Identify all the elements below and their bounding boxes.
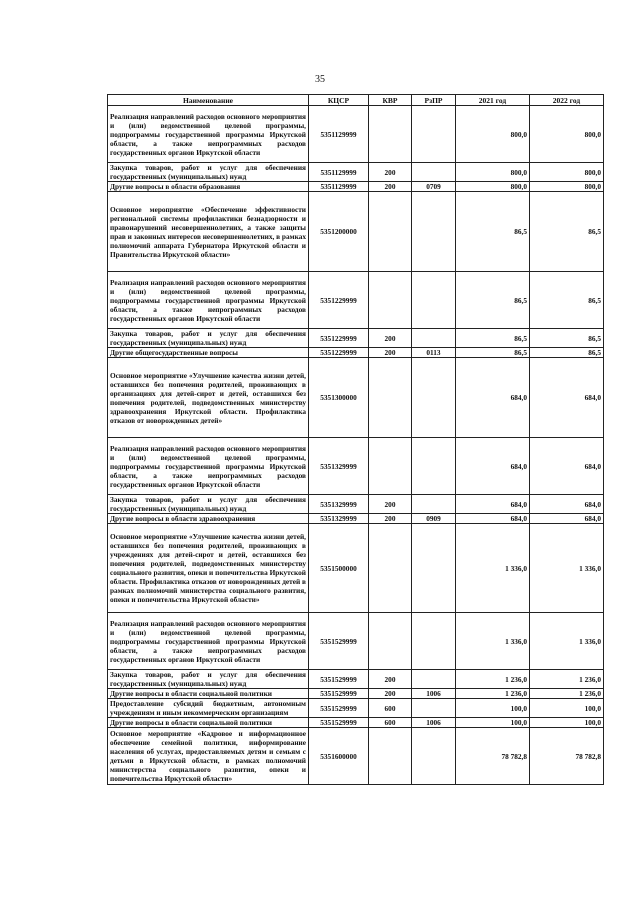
row-kcsr: 5351529999 bbox=[309, 718, 369, 728]
row-amount-2022: 86,5 bbox=[530, 272, 604, 329]
row-amount-2021: 684,0 bbox=[456, 495, 530, 514]
row-amount-2022: 800,0 bbox=[530, 106, 604, 163]
table-header-row bbox=[108, 95, 604, 106]
row-amount-2022: 1 336,0 bbox=[530, 613, 604, 670]
row-name: Реализация направлений расходов основного мероприятия и (или) ведомственной целевой программы, подпрограммы государственной программы Иркутской области, а также непрограммных расходов государственных органов Иркутской области bbox=[108, 106, 309, 163]
row-kcsr: 5351329999 bbox=[309, 495, 369, 514]
row-rzpr bbox=[412, 613, 456, 670]
row-rzpr bbox=[412, 524, 456, 613]
row-amount-2021: 800,0 bbox=[456, 106, 530, 163]
row-amount-2021: 100,0 bbox=[456, 699, 530, 718]
row-rzpr: 1006 bbox=[412, 718, 456, 728]
header-kcsr: КЦСР bbox=[309, 95, 369, 106]
row-name: Другие вопросы в области социальной политики bbox=[108, 689, 309, 699]
row-amount-2022: 684,0 bbox=[530, 514, 604, 524]
row-rzpr bbox=[412, 358, 456, 438]
row-amount-2022: 86,5 bbox=[530, 348, 604, 358]
row-kvr: 200 bbox=[369, 495, 412, 514]
row-kvr bbox=[369, 613, 412, 670]
row-kvr: 200 bbox=[369, 689, 412, 699]
row-rzpr: 0113 bbox=[412, 348, 456, 358]
table-row bbox=[108, 524, 604, 613]
table-row bbox=[108, 495, 604, 514]
row-kvr bbox=[369, 438, 412, 495]
row-amount-2021: 684,0 bbox=[456, 438, 530, 495]
row-rzpr bbox=[412, 699, 456, 718]
row-rzpr bbox=[412, 329, 456, 348]
row-rzpr: 0909 bbox=[412, 514, 456, 524]
header-kvr: КВР bbox=[369, 95, 412, 106]
row-kvr: 200 bbox=[369, 514, 412, 524]
row-rzpr bbox=[412, 163, 456, 182]
table-row bbox=[108, 182, 604, 192]
row-kvr: 200 bbox=[369, 329, 412, 348]
row-kvr bbox=[369, 728, 412, 785]
table-row bbox=[108, 699, 604, 718]
row-kcsr: 5351529999 bbox=[309, 670, 369, 689]
header-rzpr: РзПР bbox=[412, 95, 456, 106]
row-name: Реализация направлений расходов основного мероприятия и (или) ведомственной целевой программы, подпрограммы государственной программы Иркутской области, а также непрограммных расходов государственных органов Иркутской области bbox=[108, 613, 309, 670]
table-row bbox=[108, 192, 604, 272]
row-amount-2022: 86,5 bbox=[530, 329, 604, 348]
row-amount-2022: 1 236,0 bbox=[530, 670, 604, 689]
row-rzpr: 0709 bbox=[412, 182, 456, 192]
row-name: Закупка товаров, работ и услуг для обеспечения государственных (муниципальных) нужд bbox=[108, 495, 309, 514]
row-amount-2021: 1 236,0 bbox=[456, 689, 530, 699]
row-kvr: 200 bbox=[369, 348, 412, 358]
row-kcsr: 5351129999 bbox=[309, 106, 369, 163]
row-kcsr: 5351329999 bbox=[309, 438, 369, 495]
row-rzpr: 1006 bbox=[412, 689, 456, 699]
row-kcsr: 5351200000 bbox=[309, 192, 369, 272]
row-amount-2021: 86,5 bbox=[456, 348, 530, 358]
row-amount-2022: 78 782,8 bbox=[530, 728, 604, 785]
row-kcsr: 5351529999 bbox=[309, 699, 369, 718]
row-kcsr: 5351329999 bbox=[309, 514, 369, 524]
row-amount-2021: 1 236,0 bbox=[456, 670, 530, 689]
row-amount-2022: 1 336,0 bbox=[530, 524, 604, 613]
row-kvr: 200 bbox=[369, 182, 412, 192]
row-kcsr: 5351229999 bbox=[309, 329, 369, 348]
table-row bbox=[108, 272, 604, 329]
row-kcsr: 5351129999 bbox=[309, 182, 369, 192]
row-amount-2022: 684,0 bbox=[530, 495, 604, 514]
header-year-2022: 2022 год bbox=[530, 95, 604, 106]
row-name: Основное мероприятие «Улучшение качества жизни детей, оставшихся без попечения родителей, проживающих в организациях для детей-сирот и детей, оставшихся без попечения родителей, подведомственных министерству здравоохранения Иркутской области. Профилактика отказов от новорожденных детей» bbox=[108, 358, 309, 438]
row-name: Основное мероприятие «Улучшение качества жизни детей, оставшихся без попечения родителей, проживающих в учреждениях для детей-сирот и детей, оставшихся без попечения родителей, подведомственных министерству социального развития, опеки и попечительства Иркутской области. Профилактика отказов от новорожденных детей в рамках полномочий министерства социального развития, опеки и попечительства Иркутской области» bbox=[108, 524, 309, 613]
table-row bbox=[108, 329, 604, 348]
row-kcsr: 5351129999 bbox=[309, 163, 369, 182]
table-row bbox=[108, 613, 604, 670]
row-kvr bbox=[369, 272, 412, 329]
row-name: Другие вопросы в области здравоохранения bbox=[108, 514, 309, 524]
row-rzpr bbox=[412, 438, 456, 495]
row-name: Реализация направлений расходов основного мероприятия и (или) ведомственной целевой программы, подпрограммы государственной программы Иркутской области, а также непрограммных расходов государственных органов Иркутской области bbox=[108, 272, 309, 329]
row-amount-2022: 86,5 bbox=[530, 192, 604, 272]
row-amount-2021: 100,0 bbox=[456, 718, 530, 728]
row-kvr bbox=[369, 358, 412, 438]
row-rzpr bbox=[412, 495, 456, 514]
row-amount-2021: 86,5 bbox=[456, 272, 530, 329]
row-name: Реализация направлений расходов основного мероприятия и (или) ведомственной целевой программы, подпрограммы государственной программы Иркутской области, а также непрограммных расходов государственных органов Иркутской области bbox=[108, 438, 309, 495]
row-kvr: 600 bbox=[369, 699, 412, 718]
row-kcsr: 5351229999 bbox=[309, 272, 369, 329]
row-rzpr bbox=[412, 670, 456, 689]
row-amount-2021: 800,0 bbox=[456, 182, 530, 192]
row-amount-2021: 86,5 bbox=[456, 192, 530, 272]
row-name: Закупка товаров, работ и услуг для обеспечения государственных (муниципальных) нужд bbox=[108, 670, 309, 689]
row-amount-2021: 86,5 bbox=[456, 329, 530, 348]
table-row bbox=[108, 728, 604, 785]
row-name: Другие вопросы в области образования bbox=[108, 182, 309, 192]
table-row bbox=[108, 718, 604, 728]
row-amount-2021: 1 336,0 bbox=[456, 524, 530, 613]
row-kcsr: 5351600000 bbox=[309, 728, 369, 785]
table-row bbox=[108, 670, 604, 689]
row-amount-2021: 684,0 bbox=[456, 358, 530, 438]
row-kvr: 200 bbox=[369, 670, 412, 689]
row-name: Закупка товаров, работ и услуг для обеспечения государственных (муниципальных) нужд bbox=[108, 163, 309, 182]
table-row bbox=[108, 358, 604, 438]
row-kvr: 600 bbox=[369, 718, 412, 728]
row-kcsr: 5351529999 bbox=[309, 689, 369, 699]
row-amount-2021: 78 782,8 bbox=[456, 728, 530, 785]
table-row bbox=[108, 163, 604, 182]
row-kvr bbox=[369, 192, 412, 272]
row-amount-2022: 800,0 bbox=[530, 182, 604, 192]
row-amount-2022: 100,0 bbox=[530, 718, 604, 728]
row-name: Основное мероприятие «Кадровое и информационное обеспечение семейной политики, информирование населения об услугах, предоставляемых детям и семьям с детьми в Иркутской области, в рамках полномочий министерства социального развития, опеки и попечительства Иркутской области» bbox=[108, 728, 309, 785]
row-amount-2022: 684,0 bbox=[530, 438, 604, 495]
table-row bbox=[108, 106, 604, 163]
row-amount-2021: 1 336,0 bbox=[456, 613, 530, 670]
page-number: 35 bbox=[315, 74, 325, 85]
row-amount-2022: 1 236,0 bbox=[530, 689, 604, 699]
table-row bbox=[108, 348, 604, 358]
row-kvr: 200 bbox=[369, 163, 412, 182]
header-name: Наименование bbox=[108, 95, 309, 106]
row-kcsr: 5351529999 bbox=[309, 613, 369, 670]
row-kcsr: 5351300000 bbox=[309, 358, 369, 438]
row-rzpr bbox=[412, 192, 456, 272]
row-name: Другие общегосударственные вопросы bbox=[108, 348, 309, 358]
row-rzpr bbox=[412, 728, 456, 785]
table-row bbox=[108, 689, 604, 699]
row-kcsr: 5351500000 bbox=[309, 524, 369, 613]
row-rzpr bbox=[412, 272, 456, 329]
row-amount-2021: 800,0 bbox=[456, 163, 530, 182]
row-kcsr: 5351229999 bbox=[309, 348, 369, 358]
row-amount-2021: 684,0 bbox=[456, 514, 530, 524]
row-amount-2022: 800,0 bbox=[530, 163, 604, 182]
row-amount-2022: 684,0 bbox=[530, 358, 604, 438]
table-row bbox=[108, 438, 604, 495]
row-kvr bbox=[369, 524, 412, 613]
row-name: Закупка товаров, работ и услуг для обеспечения государственных (муниципальных) нужд bbox=[108, 329, 309, 348]
row-name: Другие вопросы в области социальной политики bbox=[108, 718, 309, 728]
budget-table bbox=[107, 94, 604, 785]
table-row bbox=[108, 514, 604, 524]
row-amount-2022: 100,0 bbox=[530, 699, 604, 718]
row-name: Основное мероприятие «Обеспечение эффективности региональной системы профилактики безнадзорности и правонарушений несовершеннолетних, а также защиты прав и законных интересов несовершеннолетних, в рамках полномочий аппарата Губернатора Иркутской области и Правительства Иркутской области» bbox=[108, 192, 309, 272]
row-name: Предоставление субсидий бюджетным, автономным учреждениям и иным некоммерческим организациям bbox=[108, 699, 309, 718]
row-kvr bbox=[369, 106, 412, 163]
header-year-2021: 2021 год bbox=[456, 95, 530, 106]
row-rzpr bbox=[412, 106, 456, 163]
